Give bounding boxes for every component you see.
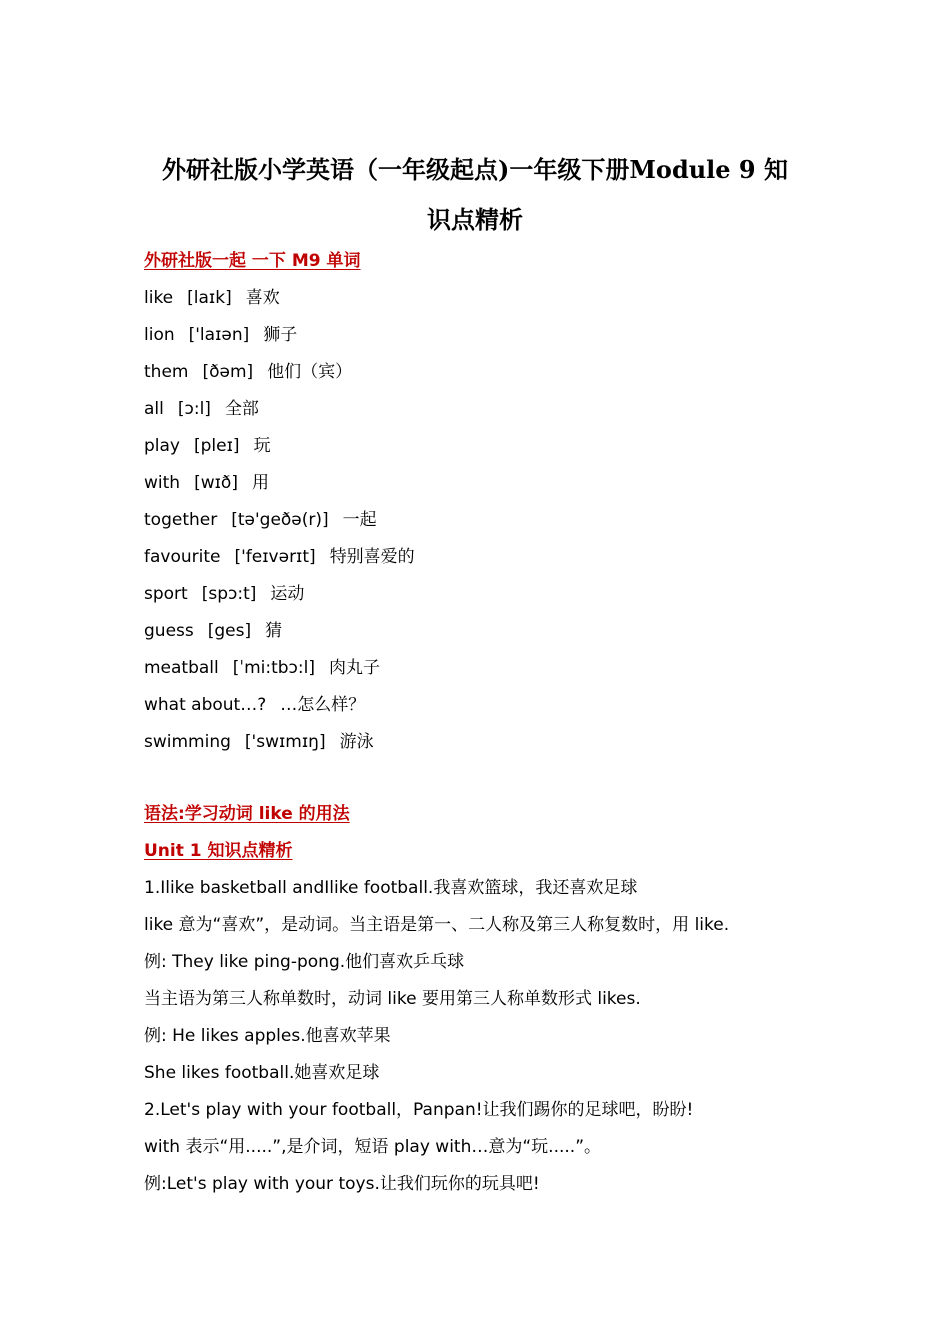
vocab-phonetic: ['feɪvərɪt] xyxy=(234,547,316,567)
vocab-item xyxy=(144,509,377,531)
vocab-phonetic: [laɪk] xyxy=(187,288,232,308)
note-line: 例: He likes apples.他喜欢苹果 xyxy=(144,1026,391,1046)
vocab-meaning: 喜欢 xyxy=(245,288,280,308)
vocab-word: sport xyxy=(144,584,188,604)
vocab-meaning: 肉丸子 xyxy=(328,658,380,678)
note-line: 当主语为第三人称单数时，动词 like 要用第三人称单数形式 likes. xyxy=(144,989,641,1009)
note-line: 2.Let's play with your football，Panpan!让我们踢你的足球吧，盼盼! xyxy=(144,1100,694,1120)
vocab-meaning: 狮子 xyxy=(263,325,298,345)
vocab-word: like xyxy=(144,288,174,308)
note-line: like 意为“喜欢”，是动词。当主语是第一、二人称及第三人称复数时，用 like. xyxy=(144,915,730,935)
vocab-phonetic: [ges] xyxy=(207,621,252,641)
vocab-meaning: 游泳 xyxy=(339,732,374,752)
vocab-word: play xyxy=(144,436,180,456)
vocab-item xyxy=(144,472,269,494)
document-title-line-2: 识点精析 xyxy=(427,205,523,234)
vocab-meaning: …怎么样？ xyxy=(280,695,366,715)
vocab-word: meatball xyxy=(144,658,219,678)
vocab-item xyxy=(144,287,280,309)
vocab-word: guess xyxy=(144,621,194,641)
vocab-item xyxy=(144,324,297,346)
vocab-meaning: 他们（宾） xyxy=(267,362,353,382)
vocab-item xyxy=(144,435,271,457)
vocab-word: together xyxy=(144,510,218,530)
vocab-phonetic: [tə'geðə(r)] xyxy=(231,510,329,530)
note-line: with 表示“用.....”,是介词，短语 play with…意为“玩.....”。 xyxy=(144,1137,602,1157)
vocab-meaning: 猜 xyxy=(265,621,283,641)
vocab-item xyxy=(144,620,282,642)
vocab-word: with xyxy=(144,473,181,493)
vocab-phonetic: [wɪð] xyxy=(194,473,238,493)
vocab-phonetic: ['laɪən] xyxy=(188,325,250,345)
vocab-phonetic: ['swɪmɪŋ] xyxy=(244,732,326,752)
vocab-phonetic: [spɔ:t] xyxy=(201,584,257,604)
vocab-word: all xyxy=(144,399,164,419)
note-line: She likes football.她喜欢足球 xyxy=(144,1063,380,1083)
vocab-meaning: 玩 xyxy=(253,436,271,456)
vocab-item xyxy=(144,361,352,383)
vocab-meaning: 全部 xyxy=(224,399,259,419)
note-line: 1.Ilike basketball andIlike football.我喜欢篮球，我还喜欢足球 xyxy=(144,878,638,898)
vocab-word: lion xyxy=(144,325,175,345)
unit1-heading: Unit 1 知识点精析 xyxy=(144,841,293,861)
vocab-meaning: 用 xyxy=(251,473,269,493)
vocab-item xyxy=(144,583,304,605)
vocab-phonetic: [pleɪ] xyxy=(194,436,240,456)
vocab-word: them xyxy=(144,362,189,382)
note-line: 例:Let's play with your toys.让我们玩你的玩具吧! xyxy=(144,1174,540,1194)
vocab-word: favourite xyxy=(144,547,221,567)
vocab-meaning: 运动 xyxy=(270,584,305,604)
vocab-word: swimming xyxy=(144,732,231,752)
grammar-heading: 语法:学习动词 like 的用法 xyxy=(144,804,350,824)
vocab-item xyxy=(144,398,259,420)
vocab-item xyxy=(144,731,374,753)
vocab-meaning: 特别喜爱的 xyxy=(329,547,415,567)
vocab-meaning: 一起 xyxy=(342,510,377,530)
vocab-phonetic: [ɔ:l] xyxy=(177,399,211,419)
vocab-item xyxy=(144,546,415,568)
vocab-heading: 外研社版一起 一下 M9 单词 xyxy=(144,251,361,271)
note-line: 例: They like ping-pong.他们喜欢乒乓球 xyxy=(144,952,465,972)
vocab-phonetic: [ˈmi:tbɔ:l] xyxy=(232,658,315,678)
document-title-line-1: 外研社版小学英语（一年级起点)一年级下册Module 9 知 xyxy=(162,155,788,184)
vocab-item xyxy=(144,694,365,716)
vocab-word: what about…? xyxy=(144,695,267,715)
vocab-phonetic: [ðəm] xyxy=(202,362,254,382)
vocab-item xyxy=(144,657,380,679)
